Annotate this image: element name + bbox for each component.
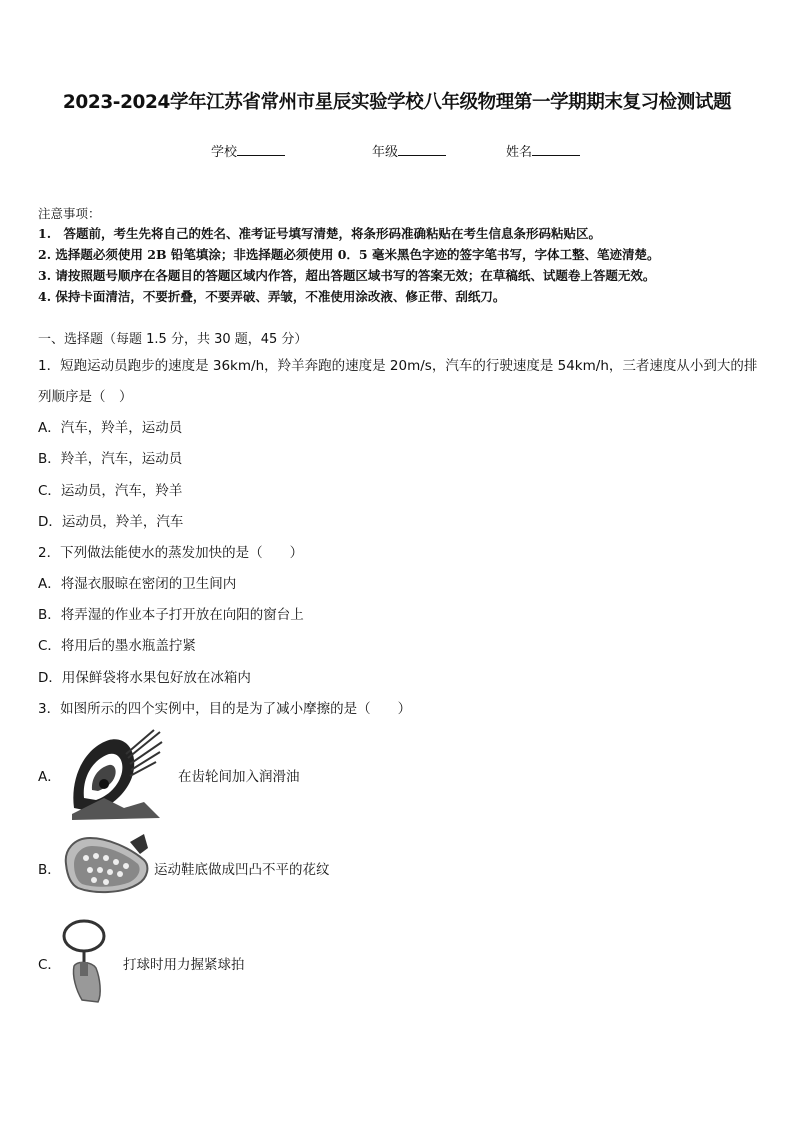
question-3-option-b-label: B． <box>38 862 61 878</box>
page-title: 2023-2024学年江苏省常州市星辰实验学校八年级物理第一学期期末复习检测试题 <box>62 92 732 113</box>
question-2-option-d: D．用保鲜袋将水果包好放在冰箱内 <box>38 670 251 686</box>
notice-item: 4. 保持卡面清洁，不要折叠，不要弄破、弄皱，不准使用涂改液、修正带、刮纸刀。 <box>38 289 506 304</box>
name-label: 姓名 <box>506 145 533 160</box>
school-label: 学校 <box>211 145 238 160</box>
grade-label: 年级 <box>372 145 399 160</box>
question-1-option-a: A．汽车，羚羊，运动员 <box>38 420 183 436</box>
name-field <box>506 141 580 160</box>
gear-icon <box>64 728 164 820</box>
shoe-icon <box>60 830 150 898</box>
grade-blank <box>398 143 446 156</box>
grade-field <box>372 141 446 160</box>
question-3-option-c-caption: 打球时用力握紧球拍 <box>123 957 245 973</box>
question-2-option-a: A．将湿衣服晾在密闭的卫生间内 <box>38 576 237 592</box>
question-1-option-c: C．运动员，汽车，羚羊 <box>38 483 183 499</box>
school-field <box>211 141 285 160</box>
question-1-option-b: B．羚羊，汽车，运动员 <box>38 451 183 467</box>
question-2-option-c: C．将用后的墨水瓶盖拧紧 <box>38 638 196 654</box>
question-1-stem-line2: 列顺序是（ ） <box>38 389 133 405</box>
section-heading: 一、选择题（每题 1.5 分，共 30 题，45 分） <box>38 332 308 347</box>
question-1-stem-line1: 1．短跑运动员跑步的速度是 36km/h，羚羊奔跑的速度是 20m/s，汽车的行驶速度是 54km/h，三者速度从小到大的排 <box>38 358 758 374</box>
question-2-stem: 2．下列做法能使水的蒸发加快的是（ ） <box>38 545 304 561</box>
question-3-option-c-label: C． <box>38 957 61 973</box>
question-1-option-d: D．运动员，羚羊，汽车 <box>38 514 184 530</box>
school-blank <box>237 143 285 156</box>
question-2-option-b: B．将弄湿的作业本子打开放在向阳的窗台上 <box>38 607 304 623</box>
name-blank <box>532 143 580 156</box>
question-3-option-b-caption: 运动鞋底做成凹凸不平的花纹 <box>154 862 330 878</box>
question-3-option-a-caption: 在齿轮间加入润滑油 <box>178 769 300 785</box>
notice-item: 3. 请按照题号顺序在各题目的答题区域内作答，超出答题区域书写的答案无效；在草稿纸、试题卷上答题无效。 <box>38 268 656 283</box>
notice-heading: 注意事项： <box>38 206 101 221</box>
notice-item: 1. 答题前，考生先将自己的姓名、准考证号填写清楚，将条形码准确粘贴在考生信息条形码粘贴区。 <box>38 226 602 241</box>
question-3-stem: 3．如图所示的四个实例中，目的是为了减小摩擦的是（ ） <box>38 701 412 717</box>
question-3-option-a-label: A． <box>38 769 61 785</box>
racket-icon <box>58 918 124 1004</box>
notice-item: 2. 选择题必须使用 2B 铅笔填涂；非选择题必须使用 0．5 毫米黑色字迹的签字笔书写，字体工整、笔迹清楚。 <box>38 247 660 262</box>
